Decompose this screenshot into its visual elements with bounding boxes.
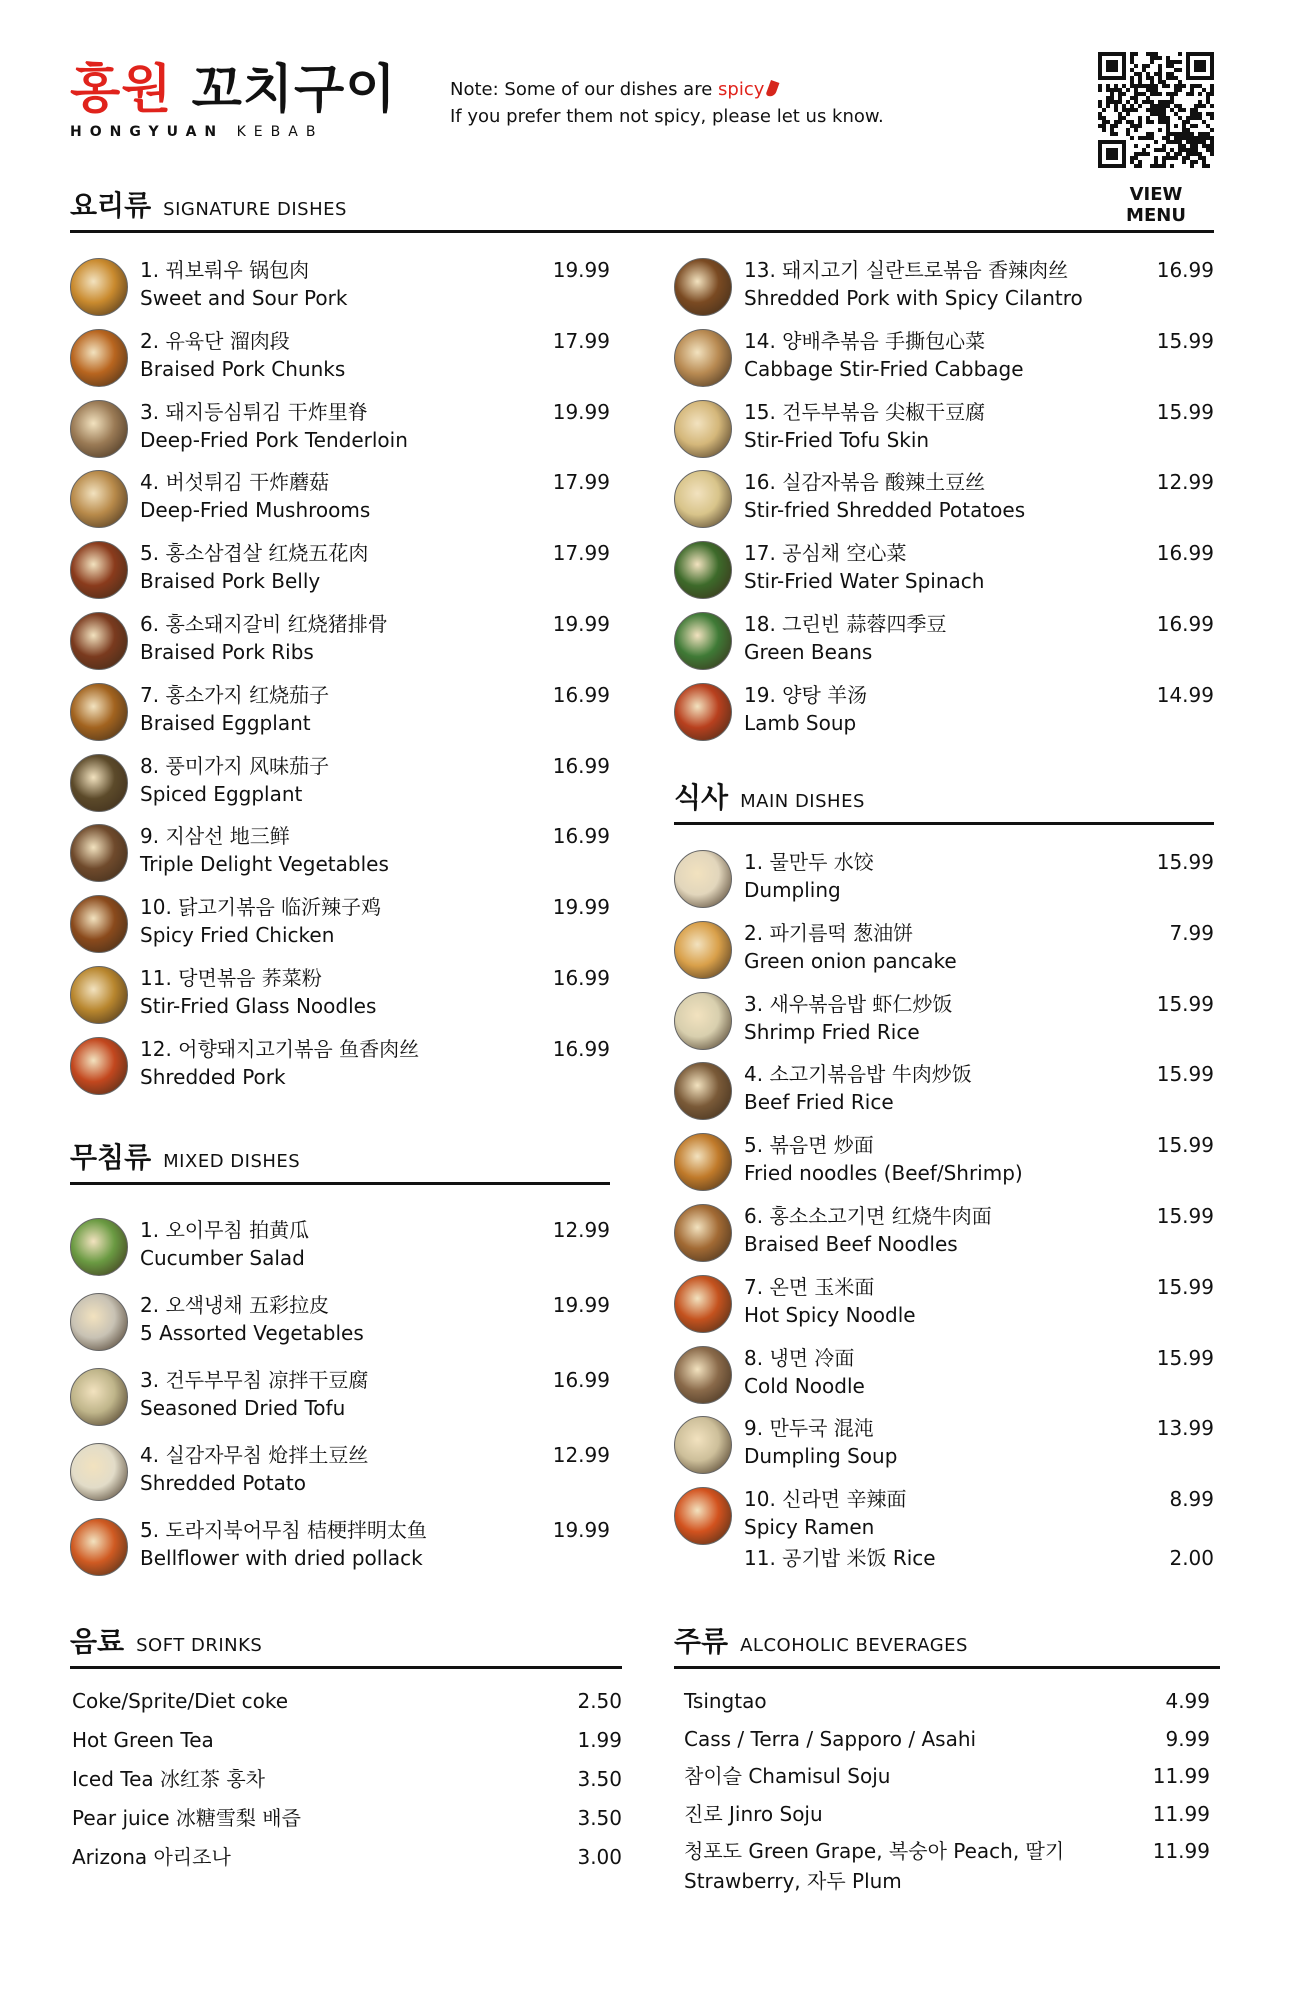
section-header-main: 식사 MAIN DISHES xyxy=(674,776,1214,825)
item-english-name: Stir-Fried Glass Noodles xyxy=(140,994,377,1018)
drink-item[interactable] xyxy=(684,1799,1210,1829)
menu-item[interactable] xyxy=(70,1216,610,1278)
qr-code-icon[interactable] xyxy=(1098,52,1214,168)
item-name: 8. 냉면 冷面 xyxy=(744,1345,855,1370)
dish-photo xyxy=(674,470,732,528)
item-price: 15.99 xyxy=(1156,399,1214,424)
menu-item[interactable] xyxy=(70,1035,610,1097)
menu-item[interactable] xyxy=(70,256,610,318)
dish-photo xyxy=(674,921,732,979)
item-english-name: Cabbage Stir-Fried Cabbage xyxy=(744,356,1024,381)
item-name: 1. 꿔보뤄우 锅包肉 xyxy=(140,258,310,282)
dish-photo xyxy=(70,1443,128,1501)
item-price: 19.99 xyxy=(552,895,610,920)
item-english-name: Bellflower with dried pollack xyxy=(140,1546,423,1570)
item-name: 8. 풍미가지 风味茄子 xyxy=(140,753,330,778)
drink-name: Cass / Terra / Sapporo / Asahi xyxy=(684,1726,977,1751)
item-price: 19.99 xyxy=(552,1293,610,1317)
dish-photo xyxy=(674,1204,732,1262)
item-price: 19.99 xyxy=(552,258,610,282)
view-menu-label: VIEW MENU xyxy=(1126,184,1186,226)
item-price: 15.99 xyxy=(1156,1345,1214,1370)
item-price: 15.99 xyxy=(1156,991,1214,1016)
item-english-name: Fried noodles (Beef/Shrimp) xyxy=(744,1161,1023,1186)
item-name: 2. 유육단 溜肉段 xyxy=(140,328,290,353)
menu-item[interactable] xyxy=(674,1273,1214,1335)
item-price: 16.99 xyxy=(1156,258,1214,282)
menu-item[interactable] xyxy=(674,610,1214,672)
drink-name: 참이슬 Chamisul Soju xyxy=(684,1764,891,1788)
section-header-alcohol: 주류 ALCOHOLIC BEVERAGES xyxy=(674,1620,1220,1669)
item-price: 8.99 xyxy=(1169,1487,1214,1512)
menu-item[interactable] xyxy=(674,1202,1214,1264)
item-price: 15.99 xyxy=(1156,1274,1214,1299)
dish-photo xyxy=(70,1218,128,1276)
drink-price: 3.00 xyxy=(577,1845,622,1869)
spicy-note: Note: Some of our dishes are spicy If you prefer them not spicy, please let us know. xyxy=(450,79,884,127)
item-name: 16. 실감자볶음 酸辣土豆丝 xyxy=(744,470,986,495)
menu-item[interactable] xyxy=(70,468,610,530)
item-price: 16.99 xyxy=(552,1368,610,1392)
item-name: 7. 온면 玉米面 xyxy=(744,1274,875,1299)
item-name: 5. 도라지북어무침 桔梗拌明太鱼 xyxy=(140,1518,428,1542)
item-english-name: Shredded Potato xyxy=(140,1471,306,1495)
menu-item[interactable] xyxy=(674,681,1214,743)
dish-photo xyxy=(70,824,128,882)
drink-name: Pear juice 冰糖雪梨 배즙 xyxy=(72,1806,301,1830)
item-price: 16.99 xyxy=(552,824,610,849)
item-price: 12.99 xyxy=(552,1218,610,1242)
item-english-name: Shrimp Fried Rice xyxy=(744,1019,920,1044)
menu-item[interactable] xyxy=(70,822,610,884)
item-name: 3. 새우볶음밥 虾仁炒饭 xyxy=(744,991,953,1016)
item-name: 13. 돼지고기 실란트로볶음 香辣肉丝 xyxy=(744,258,1069,282)
item-price: 12.99 xyxy=(552,1443,610,1467)
item-english-name: Braised Beef Noodles xyxy=(744,1232,958,1256)
item-price: 7.99 xyxy=(1169,920,1214,945)
item-english-name: Sweet and Sour Pork xyxy=(140,286,348,310)
item-english-name: Shredded Pork with Spicy Cilantro xyxy=(744,286,1083,310)
section-header-mixed: 무침류 MIXED DISHES xyxy=(70,1136,610,1185)
dish-photo xyxy=(70,1518,128,1576)
item-english-name: Stir-Fried Tofu Skin xyxy=(744,427,930,452)
dish-photo xyxy=(70,470,128,528)
dish-photo xyxy=(674,612,732,670)
item-price: 17.99 xyxy=(552,541,610,566)
item-name: 15. 건두부볶음 尖椒干豆腐 xyxy=(744,399,986,424)
item-price: 15.99 xyxy=(1156,328,1214,353)
menu-item[interactable] xyxy=(70,327,610,389)
dish-photo xyxy=(70,683,128,741)
drink-item[interactable] xyxy=(72,1725,622,1755)
item-price: 15.99 xyxy=(1156,1133,1214,1158)
dish-photo xyxy=(70,895,128,953)
drink-item[interactable] xyxy=(684,1761,1210,1791)
item-english-name: Deep-Fried Mushrooms xyxy=(140,498,371,523)
item-price: 16.99 xyxy=(552,1036,610,1061)
item-name: 3. 돼지등심튀김 干炸里脊 xyxy=(140,399,368,424)
menu-item-rice[interactable] xyxy=(674,1544,1214,1574)
item-english-name: Spiced Eggplant xyxy=(140,781,303,806)
item-name: 2. 오색냉채 五彩拉皮 xyxy=(140,1293,330,1317)
item-price: 19.99 xyxy=(552,399,610,424)
item-price: 12.99 xyxy=(1156,470,1214,495)
drink-price: 9.99 xyxy=(1165,1726,1210,1751)
menu-item[interactable] xyxy=(674,848,1214,910)
item-english-name: Spicy Fried Chicken xyxy=(140,923,335,948)
item-price: 17.99 xyxy=(552,470,610,495)
item-name: 1. 물만두 水饺 xyxy=(744,850,874,874)
item-name: 1. 오이무침 拍黄瓜 xyxy=(140,1218,310,1242)
item-name: 5. 볶음면 炒面 xyxy=(744,1133,874,1158)
item-name: 14. 양배추볶음 手撕包心菜 xyxy=(744,328,986,353)
dish-photo xyxy=(674,992,732,1050)
item-english-name: 5 Assorted Vegetables xyxy=(140,1321,364,1345)
section-header-signature: 요리류 SIGNATURE DISHES xyxy=(70,184,1214,233)
drink-item[interactable] xyxy=(72,1764,622,1794)
drink-price: 3.50 xyxy=(577,1767,622,1791)
section-header-soft-drinks: 음료 SOFT DRINKS xyxy=(70,1620,622,1669)
drink-item[interactable] xyxy=(684,1724,1210,1754)
menu-item[interactable] xyxy=(674,398,1214,460)
item-price: 15.99 xyxy=(1156,1062,1214,1087)
spicy-word: spicy xyxy=(718,79,765,100)
item-english-name: Braised Pork Ribs xyxy=(140,640,314,664)
menu-item[interactable] xyxy=(70,681,610,743)
item-price: 15.99 xyxy=(1156,1204,1214,1228)
item-name: 17. 공심채 空心菜 xyxy=(744,541,907,566)
menu-item[interactable] xyxy=(674,990,1214,1052)
dish-photo xyxy=(70,541,128,599)
item-price: 15.99 xyxy=(1156,850,1214,874)
drink-item[interactable] xyxy=(684,1836,1210,1893)
menu-item[interactable] xyxy=(70,1366,610,1428)
drink-name: Hot Green Tea xyxy=(72,1728,214,1752)
item-name: 4. 버섯튀김 干炸蘑菇 xyxy=(140,470,330,495)
menu-item[interactable] xyxy=(674,468,1214,530)
dish-photo xyxy=(674,1346,732,1404)
item-name: 18. 그린빈 蒜蓉四季豆 xyxy=(744,612,947,636)
item-english-name: Seasoned Dried Tofu xyxy=(140,1396,346,1420)
brand-logo xyxy=(70,60,397,140)
item-english-name: Green Beans xyxy=(744,640,873,664)
item-name: 11. 공기밥 米饭 Rice xyxy=(744,1546,936,1570)
item-english-name: Green onion pancake xyxy=(744,948,957,973)
brand-korean: 홍원 꼬치구이 xyxy=(70,60,397,120)
menu-item[interactable] xyxy=(70,1291,610,1353)
drink-name: Iced Tea 冰红茶 홍차 xyxy=(72,1767,265,1791)
menu-item[interactable] xyxy=(674,1344,1214,1406)
menu-item[interactable] xyxy=(674,539,1214,601)
dish-photo xyxy=(674,850,732,908)
item-name: 10. 닭고기볶음 临沂辣子鸡 xyxy=(140,895,382,920)
item-price: 2.00 xyxy=(1169,1546,1214,1570)
menu-item[interactable] xyxy=(674,1060,1214,1122)
item-name: 19. 양탕 羊汤 xyxy=(744,682,868,707)
drink-price: 4.99 xyxy=(1165,1689,1210,1713)
drink-item[interactable] xyxy=(684,1686,1210,1716)
drink-name: Coke/Sprite/Diet coke xyxy=(72,1689,289,1713)
dish-photo xyxy=(70,612,128,670)
drink-name: 청포도 Green Grape, 복숭아 Peach, 딸기 Strawberry, 자두 Plum xyxy=(684,1839,1065,1893)
brand-english: HONGYUAN KEBAB xyxy=(70,124,324,140)
menu-item[interactable] xyxy=(70,752,610,814)
item-english-name: Braised Pork Chunks xyxy=(140,356,346,381)
menu-item[interactable] xyxy=(70,610,610,672)
drink-price: 1.99 xyxy=(577,1728,622,1752)
menu-item[interactable] xyxy=(674,919,1214,981)
menu-item[interactable] xyxy=(674,327,1214,389)
item-english-name: Dumpling xyxy=(744,878,841,902)
menu-item[interactable] xyxy=(674,1485,1214,1547)
item-name: 4. 소고기볶음밥 牛肉炒饭 xyxy=(744,1062,972,1087)
item-name: 4. 실감자무침 炝拌土豆丝 xyxy=(140,1443,369,1467)
item-english-name: Hot Spicy Noodle xyxy=(744,1302,916,1327)
dish-photo xyxy=(70,966,128,1024)
item-price: 17.99 xyxy=(552,328,610,353)
drink-price: 3.50 xyxy=(577,1806,622,1830)
item-english-name: Beef Fried Rice xyxy=(744,1090,894,1115)
dish-photo xyxy=(674,1416,732,1474)
item-english-name: Stir-fried Shredded Potatoes xyxy=(744,498,1026,523)
drink-price: 11.99 xyxy=(1152,1764,1210,1788)
item-price: 16.99 xyxy=(552,682,610,707)
item-english-name: Shredded Pork xyxy=(140,1064,286,1089)
item-english-name: Cucumber Salad xyxy=(140,1246,305,1270)
dish-photo xyxy=(674,258,732,316)
dish-photo xyxy=(70,329,128,387)
dish-photo xyxy=(70,258,128,316)
chili-icon xyxy=(766,80,780,98)
item-english-name: Dumpling Soup xyxy=(744,1444,898,1469)
drink-item[interactable] xyxy=(72,1803,622,1833)
menu-item[interactable] xyxy=(70,398,610,460)
dish-photo xyxy=(674,683,732,741)
dish-photo xyxy=(674,1487,732,1545)
item-price: 16.99 xyxy=(1156,541,1214,566)
menu-item[interactable] xyxy=(70,1441,610,1503)
drink-price: 11.99 xyxy=(1152,1839,1210,1863)
drink-price: 2.50 xyxy=(577,1689,622,1713)
item-price: 16.99 xyxy=(552,966,610,990)
menu-item[interactable] xyxy=(70,964,610,1026)
item-name: 11. 당면볶음 荞菜粉 xyxy=(140,966,322,990)
dish-photo xyxy=(674,1062,732,1120)
item-name: 5. 홍소삼겹살 红烧五花肉 xyxy=(140,541,369,566)
menu-item[interactable] xyxy=(674,1131,1214,1193)
item-price: 16.99 xyxy=(552,753,610,778)
item-name: 9. 만두국 混沌 xyxy=(744,1416,874,1441)
item-price: 19.99 xyxy=(552,1518,610,1542)
item-name: 7. 홍소가지 红烧茄子 xyxy=(140,682,330,707)
menu-item[interactable] xyxy=(70,893,610,955)
item-price: 16.99 xyxy=(1156,612,1214,636)
dish-photo xyxy=(674,541,732,599)
dish-photo xyxy=(674,1133,732,1191)
item-english-name: Braised Pork Belly xyxy=(140,569,321,594)
item-english-name: Deep-Fried Pork Tenderloin xyxy=(140,427,408,452)
item-name: 12. 어향돼지고기볶음 鱼香肉丝 xyxy=(140,1036,420,1061)
drink-price: 11.99 xyxy=(1152,1801,1210,1826)
menu-item[interactable] xyxy=(674,256,1214,318)
item-english-name: Cold Noodle xyxy=(744,1373,865,1398)
drink-name: 진로 Jinro Soju xyxy=(684,1801,823,1826)
drink-name: Arizona 아리조나 xyxy=(72,1845,231,1869)
menu-item[interactable] xyxy=(674,1414,1214,1476)
menu-item[interactable] xyxy=(70,539,610,601)
item-english-name: Braised Eggplant xyxy=(140,710,311,735)
dish-photo xyxy=(70,1037,128,1095)
drink-name: Tsingtao xyxy=(684,1689,767,1713)
item-name: 2. 파기름떡 葱油饼 xyxy=(744,920,914,945)
item-name: 9. 지삼선 地三鲜 xyxy=(140,824,290,849)
dish-photo xyxy=(674,329,732,387)
dish-photo xyxy=(70,754,128,812)
dish-photo xyxy=(674,400,732,458)
item-price: 14.99 xyxy=(1156,682,1214,707)
dish-photo xyxy=(70,1293,128,1351)
dish-photo xyxy=(674,1275,732,1333)
menu-item[interactable] xyxy=(70,1516,610,1578)
item-english-name: Triple Delight Vegetables xyxy=(140,852,389,877)
dish-photo xyxy=(70,1368,128,1426)
dish-photo xyxy=(70,400,128,458)
drink-item[interactable] xyxy=(72,1842,622,1872)
item-english-name: Stir-Fried Water Spinach xyxy=(744,569,985,594)
item-english-name: Lamb Soup xyxy=(744,710,857,735)
item-name: 10. 신라면 辛辣面 xyxy=(744,1487,907,1512)
item-english-name: Spicy Ramen xyxy=(744,1515,875,1540)
item-price: 19.99 xyxy=(552,612,610,636)
item-name: 3. 건두부무침 凉拌干豆腐 xyxy=(140,1368,369,1392)
item-name: 6. 홍소돼지갈비 红烧猪排骨 xyxy=(140,612,388,636)
item-price: 13.99 xyxy=(1156,1416,1214,1441)
drink-item[interactable] xyxy=(72,1686,622,1716)
item-name: 6. 홍소소고기면 红烧牛肉面 xyxy=(744,1204,992,1228)
